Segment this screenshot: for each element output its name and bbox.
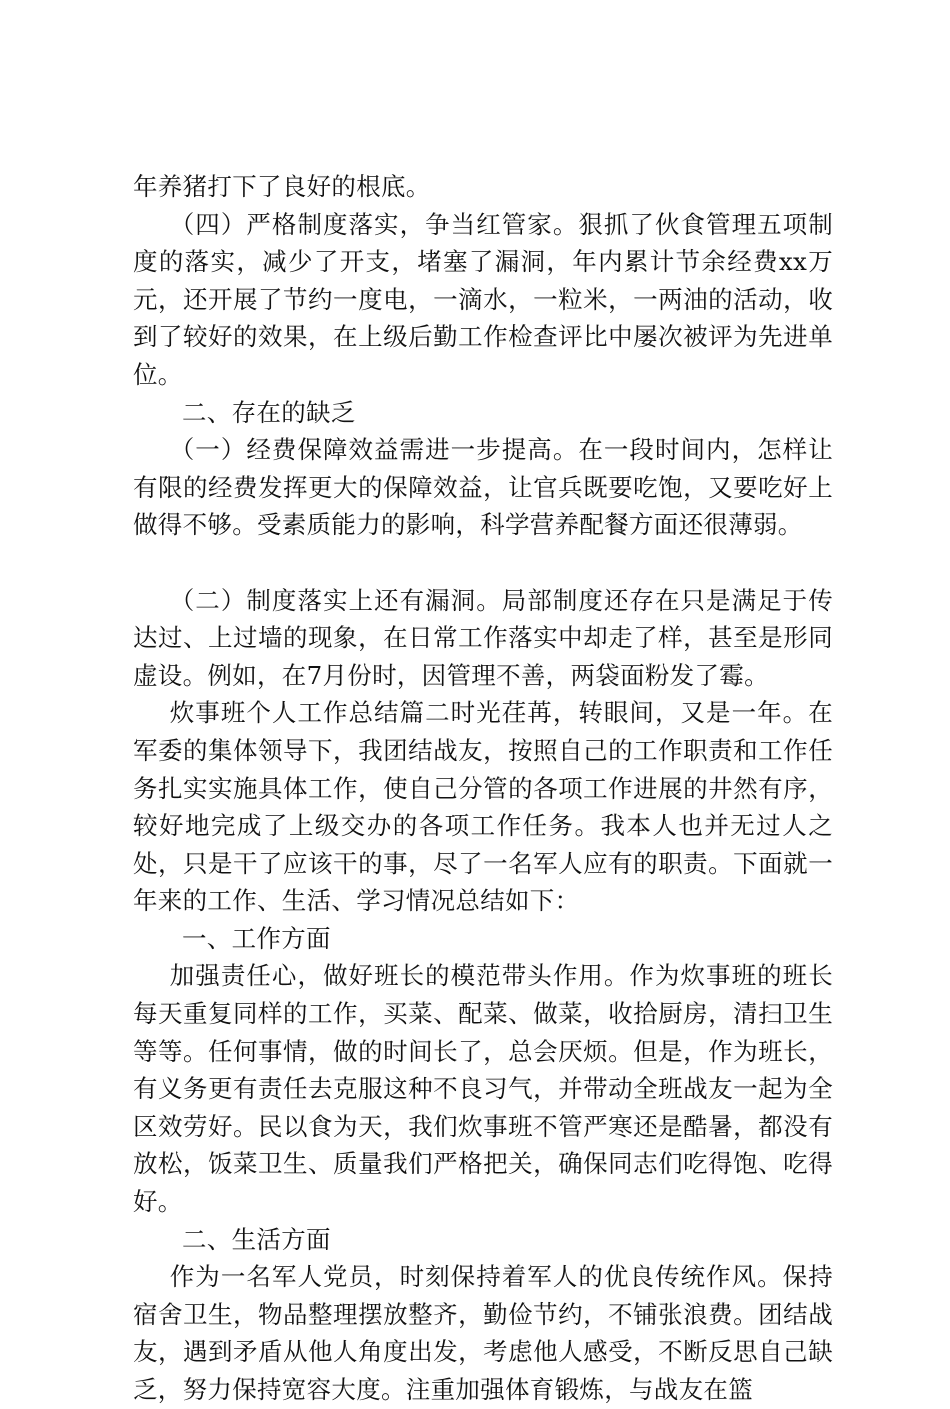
document-body [133, 168, 833, 1409]
paragraph-continuation: 年养猪打下了良好的根底。 [133, 172, 431, 201]
paragraph-shortcoming-two: （二）制度落实上还有漏洞。局部制度还存在只是满足于传达过、上过墙的现象，在日常工作落实中却走了样，甚至是形同虚设。例如，在7月份时，因管理不善，两袋面粉发了霉。 [133, 585, 833, 690]
heading-life: 二、生活方面 [182, 1224, 331, 1254]
paragraph-summary-part-two: 炊事班个人工作总结篇二时光荏苒，转眼间，又是一年。在军委的集体领导下，我团结战友，按照自己的工作职责和工作任务扎实实施具体工作，使自己分管的各项工作进展的井然有序，较好地完成了上级交办的各项工作任务。我本人也并无过人之处，只是干了应该干的事，尽了一名军人应有的职责。下面就一年来的工作、生活、学习情况总结如下： [133, 698, 833, 916]
paragraph-shortcoming-one: （一）经费保障效益需进一步提高。在一段时间内，怎样让有限的经费发挥更大的保障效益，让官兵既要吃饱，又要吃好上做得不够。受素质能力的影响，科学营养配餐方面还很薄弱。 [133, 435, 833, 540]
paragraph-spacer [133, 544, 833, 582]
heading-shortcomings: 二、存在的缺乏 [182, 397, 356, 427]
heading-work: 一、工作方面 [182, 923, 331, 953]
paragraph-section-four: （四）严格制度落实，争当红管家。狠抓了伙食管理五项制度的落实，减少了开支，堵塞了漏洞，年内累计节余经费xx万元，还开展了节约一度电，一滴水，一粒米，一两油的活动，收到了较好的效果，在上级后勤工作检查评比中屡次被评为先进单位。 [133, 209, 833, 389]
paragraph-life: 作为一名军人党员，时刻保持着军人的优良传统作风。保持宿舍卫生，物品整理摆放整齐，勤俭节约，不铺张浪费。团结战友，遇到矛盾从他人角度出发，考虑他人感受，不断反思自己缺乏，努力保持宽容大度。注重加强体育锻炼，与战友在篮 [133, 1262, 833, 1404]
paragraph-work: 加强责任心，做好班长的模范带头作用。作为炊事班的班长每天重复同样的工作，买菜、配菜、做菜，收拾厨房，清扫卫生等等。任何事情，做的时间长了，总会厌烦。但是，作为班长，有义务更有责任去克服这种不良习气，并带动全班战友一起为全区效劳好。民以食为天，我们炊事班不管严寒还是酷暑，都没有放松，饭菜卫生、质量我们严格把关，确保同志们吃得饱、吃得好。 [133, 961, 833, 1217]
